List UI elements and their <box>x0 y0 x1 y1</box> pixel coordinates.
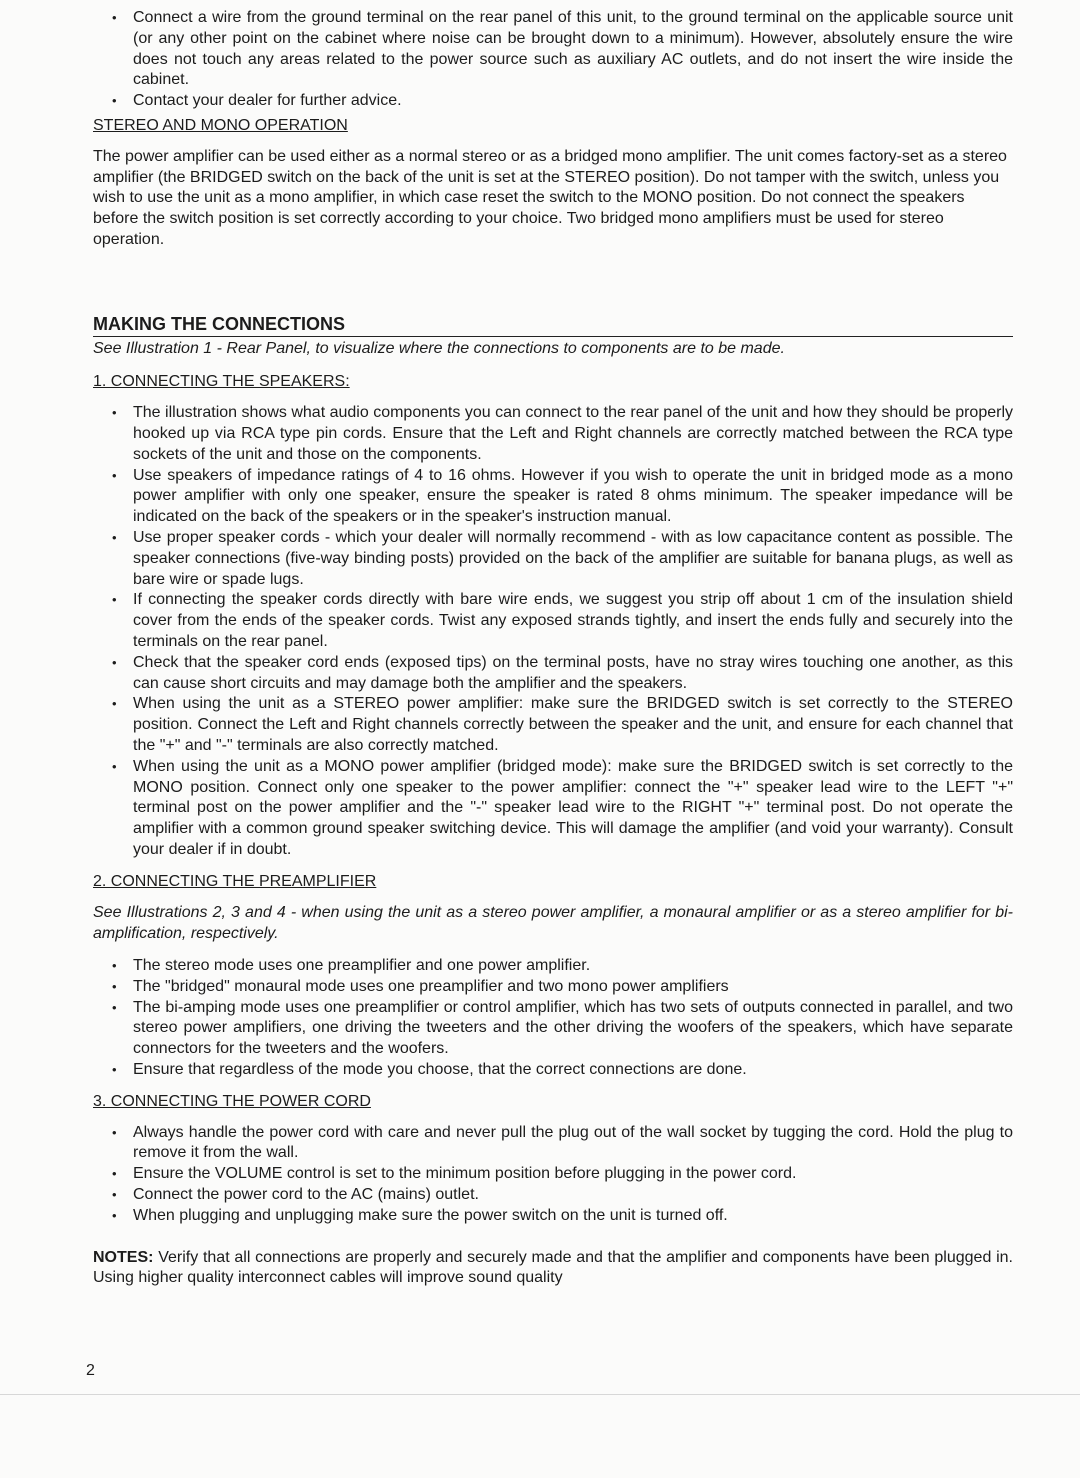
list-item: • The "bridged" monaural mode uses one preamplifier and two mono power amplifiers <box>93 977 1013 998</box>
list-item: • The stereo mode uses one preamplifier and one power amplifier. <box>93 956 1013 977</box>
page-number: 2 <box>86 1362 95 1379</box>
speakers-list <box>93 403 1013 861</box>
notes-text: Verify that all connections are properly and securely made and that the amplifier and components have been plugged in. Using higher quality interconnect cables will improve sound quality <box>93 1248 1013 1287</box>
preamp-heading: 2. CONNECTING THE PREAMPLIFIER <box>93 872 377 890</box>
notes-label: NOTES: <box>93 1248 154 1266</box>
notes-paragraph <box>93 1248 1013 1290</box>
list-item: • Use proper speaker cords - which your dealer will normally recommend - with as low capacitance content as possible. The speaker connections (five-way binding posts) provided on the back of the amplifier are suitable for banana plugs, as well as bare wire or spade lugs. <box>93 528 1013 590</box>
stereo-mono-body: The power amplifier can be used either as a normal stereo or as a bridged mono amplifier. The unit comes factory-set as a stereo amplifier (the BRIDGED switch on the back of the unit is set at the STEREO position). Do not tamper with the switch, unless you wish to use the unit as a mono amplifier, in which case reset the switch to the MONO position. Do not connect the speakers before the switch position is set correctly according to your choice. Two bridged mono amplifiers must be used for stereo operation. <box>93 147 1007 248</box>
stereo-mono-heading: STEREO AND MONO OPERATION <box>93 116 348 134</box>
list-item: • Contact your dealer for further advice. <box>93 91 1013 112</box>
connections-heading: MAKING THE CONNECTIONS <box>93 314 1013 337</box>
list-item: • Use speakers of impedance ratings of 4 to 16 ohms. However if you wish to operate the unit in bridged mode as a mono power amplifier with only one speaker, ensure the speaker is rated 8 ohms minimum. The speaker impedance will be indicated on the back of the speakers or in the speaker's instruction manual. <box>93 466 1013 528</box>
list-item: • Connect the power cord to the AC (mains) outlet. <box>93 1185 1013 1206</box>
preamp-subtitle: See Illustrations 2, 3 and 4 - when using the unit as a stereo power amplifier, a monaural amplifier or as a stereo amplifier for bi-amplification, respectively. <box>93 904 1013 943</box>
connections-subtitle: See Illustration 1 - Rear Panel, to visualize where the connections to components are to be made. <box>93 339 785 357</box>
footer-divider <box>0 1394 1080 1395</box>
list-item: • The bi-amping mode uses one preamplifier or control amplifier, which has two sets of outputs connected in parallel, and two stereo power amplifiers, one driving the tweeters and the other driving the woofers of the speakers, which have separate connectors for the tweeters and the woofers. <box>93 998 1013 1060</box>
preamp-list <box>93 956 1013 1081</box>
list-item: • When using the unit as a MONO power amplifier (bridged mode): make sure the BRIDGED switch is set correctly to the MONO position. Connect only one speaker to the power amplifier: connect the "+" speaker lead wire to the LEFT "+" terminal post on the power amplifier and the "-" speaker lead wire to the RIGHT "+" terminal post. Do not operate the amplifier with a common ground speaker switching device. This will damage the amplifier (and void your warranty). Consult your dealer if in doubt. <box>93 757 1013 861</box>
intro-list <box>93 8 1013 112</box>
power-heading: 3. CONNECTING THE POWER CORD <box>93 1092 371 1110</box>
list-item: • Ensure the VOLUME control is set to the minimum position before plugging in the power cord. <box>93 1164 1013 1185</box>
list-item: • If connecting the speaker cords directly with bare wire ends, we suggest you strip off about 1 cm of the insulation shield cover from the ends of the speaker cords. Twist any exposed strands tightly, and insert the ends fully and securely into the terminals on the rear panel. <box>93 590 1013 652</box>
list-item: • Check that the speaker cord ends (exposed tips) on the terminal posts, have no stray wires touching one another, as this can cause short circuits and may damage both the amplifier and the speakers. <box>93 653 1013 695</box>
list-item: • Connect a wire from the ground terminal on the rear panel of this unit, to the ground terminal on the applicable source unit (or any other point on the cabinet where noise can be brought down to a minimum). However, absolutely ensure the wire does not touch any areas related to the power source such as auxiliary AC outlets, and do not insert the wire inside the cabinet. <box>93 8 1013 91</box>
power-list <box>93 1123 1013 1227</box>
list-item: • When using the unit as a STEREO power amplifier: make sure the BRIDGED switch is set correctly to the STEREO position. Connect the Left and Right channels correctly between the speaker and the unit, and ensure for each channel that the "+" and "-" terminals are also correctly matched. <box>93 694 1013 756</box>
list-item: • Ensure that regardless of the mode you choose, that the correct connections are done. <box>93 1060 1013 1081</box>
list-item: • Always handle the power cord with care and never pull the plug out of the wall socket by tugging the cord. Hold the plug to remove it from the wall. <box>93 1123 1013 1165</box>
speakers-heading: 1. CONNECTING THE SPEAKERS: <box>93 373 350 391</box>
manual-page <box>93 8 1013 1289</box>
list-item: • The illustration shows what audio components you can connect to the rear panel of the unit and how they should be properly hooked up via RCA type pin cords. Ensure that the Left and Right channels are correctly matched between the RCA type sockets of the unit and those on the components. <box>93 403 1013 465</box>
list-item: • When plugging and unplugging make sure the power switch on the unit is turned off. <box>93 1206 1013 1227</box>
